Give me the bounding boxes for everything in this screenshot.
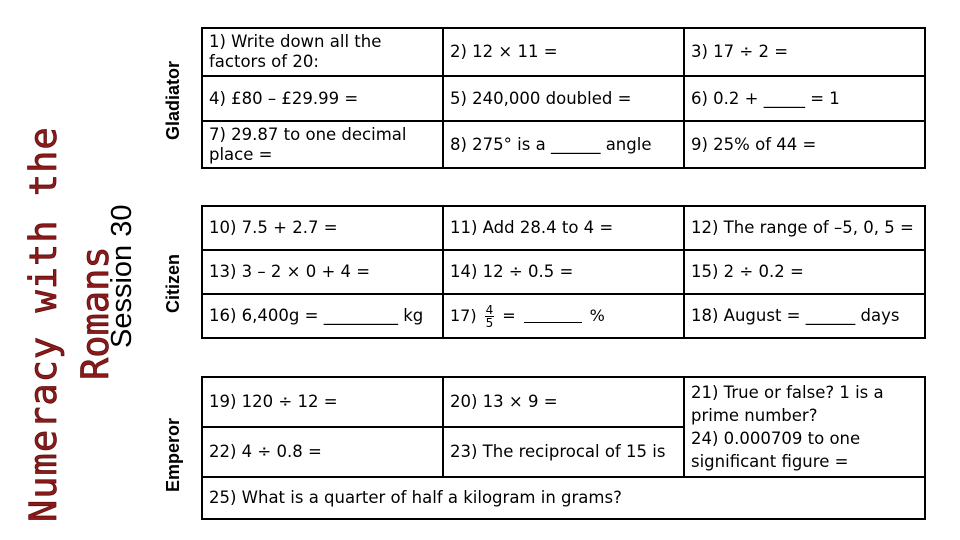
equals-sign: = — [502, 306, 516, 325]
emperor-top-block — [203, 378, 924, 476]
question-12: 12) The range of –5, 0, 5 = — [691, 218, 914, 237]
emperor-table — [201, 376, 926, 520]
question-21: 21) True or false? 1 is a prime number? — [691, 383, 884, 425]
question-17-content — [450, 304, 605, 329]
question-24: 24) 0.000709 to one significant figure = — [691, 429, 861, 471]
percent-sign: % — [589, 306, 605, 325]
emperor-right-column — [685, 378, 924, 476]
question-5: 5) 240,000 doubled = — [444, 77, 685, 120]
table-row — [203, 378, 685, 426]
question-3: 3) 17 ÷ 2 = — [691, 42, 789, 61]
question-1: 1) Write down all the factors of 20: — [203, 29, 444, 75]
table-row — [203, 293, 924, 337]
question-14: 14) 12 ÷ 0.5 = — [444, 251, 685, 293]
question-16: 16) 6,400g = _________ kg — [203, 295, 444, 337]
fraction — [485, 304, 495, 329]
table-row — [203, 75, 924, 120]
question-4: 4) £80 – £29.99 = — [203, 77, 444, 120]
table-row — [203, 476, 924, 518]
question-9: 9) 25% of 44 = — [691, 134, 817, 154]
question-18: 18) August = ______ days — [691, 306, 900, 325]
question-20: 20) 13 × 9 = — [444, 378, 685, 426]
fraction-numerator: 4 — [485, 302, 494, 317]
table-row — [203, 207, 924, 249]
question-23: 23) The reciprocal of 15 is — [444, 428, 685, 476]
question-19: 19) 120 ÷ 12 = — [203, 378, 444, 426]
page-title-line2: Romans — [74, 246, 117, 380]
question-2: 2) 12 × 11 = — [444, 29, 685, 75]
gladiator-table — [201, 27, 926, 169]
table-row — [203, 120, 924, 167]
question-7: 7) 29.87 to one decimal place = — [203, 122, 444, 167]
question-17-label: 17) — [450, 306, 477, 325]
question-22: 22) 4 ÷ 0.8 = — [203, 428, 444, 476]
table-row — [203, 29, 924, 75]
question-15: 15) 2 ÷ 0.2 = — [691, 262, 804, 281]
section-label-gladiator: Gladiator — [163, 60, 183, 140]
session-label: Session 30 — [106, 204, 138, 348]
question-11: 11) Add 28.4 to 4 = — [444, 207, 685, 249]
page-title-line1: Numeracy with the — [22, 126, 65, 522]
question-25: 25) What is a quarter of half a kilogram in grams? — [209, 488, 622, 507]
section-label-citizen: Citizen — [163, 253, 183, 313]
question-6: 6) 0.2 + _____ = 1 — [691, 88, 840, 108]
fraction-denominator: 5 — [485, 315, 494, 330]
citizen-table — [201, 205, 926, 339]
question-13: 13) 3 – 2 × 0 + 4 = — [203, 251, 444, 293]
section-label-emperor: Emperor — [163, 417, 183, 492]
table-row — [203, 249, 924, 293]
question-8: 8) 275° is a ______ angle — [444, 122, 685, 167]
question-17 — [444, 295, 685, 337]
table-row — [203, 426, 685, 476]
emperor-left-columns — [203, 378, 685, 476]
question-10: 10) 7.5 + 2.7 = — [203, 207, 444, 249]
answer-blank — [524, 310, 582, 323]
